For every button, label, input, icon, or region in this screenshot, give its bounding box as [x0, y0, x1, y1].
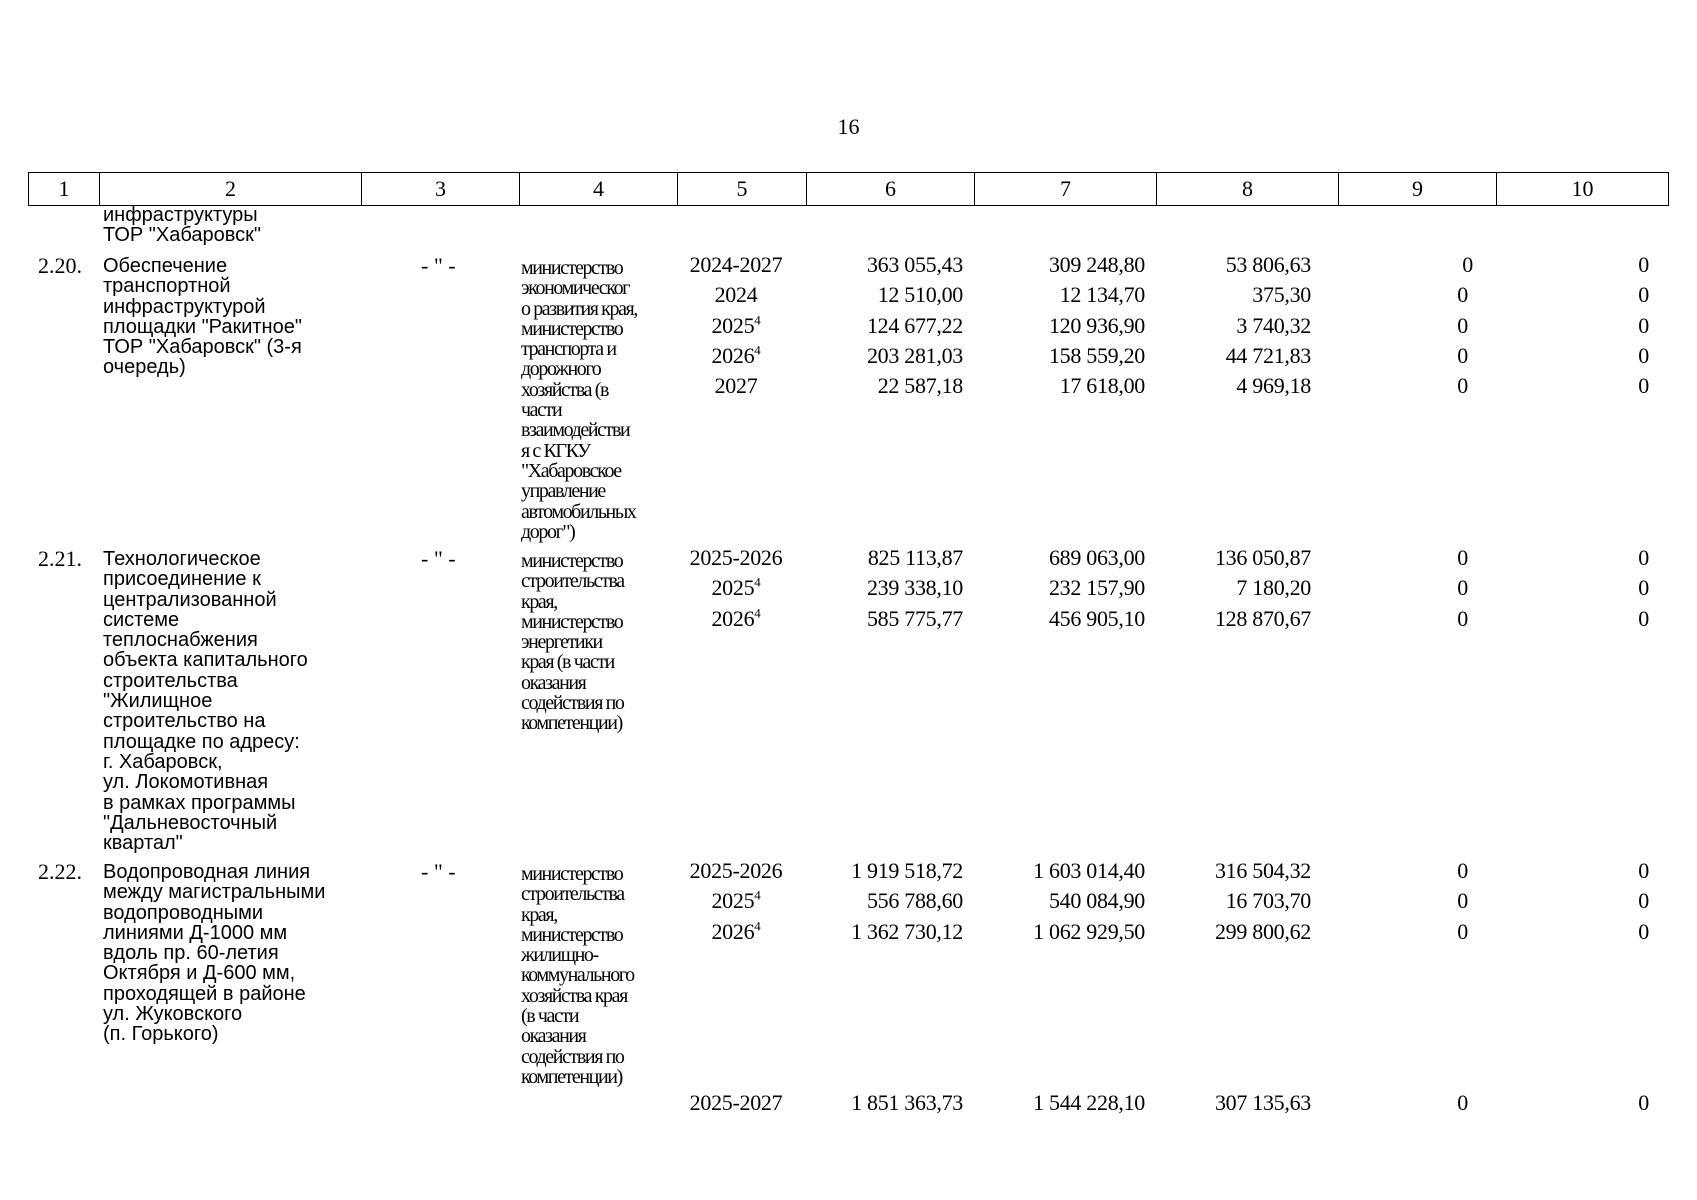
footnote-marker: 4 [754, 574, 761, 590]
header-col-3: 3 [361, 173, 519, 205]
row-number: 2.20. [38, 253, 82, 278]
year-cell [661, 858, 811, 884]
year-cell [661, 919, 811, 945]
value-c10: 0 [1638, 312, 1649, 338]
row-col3: - " - [421, 859, 456, 884]
row-responsible: министерство строительства края, министерство жилищно- коммунального хозяйства края (в части оказания содействия по компетенции) [521, 863, 634, 1088]
row-name: Водопроводная линия между магистральными водопроводными линиями Д-1000 мм вдоль пр. 60-летия Октября и Д-600 мм, проходящей в районе ул. Жуковского (п. Горького) [103, 861, 326, 1046]
value-c7: 17 618,00 [1059, 373, 1145, 399]
footnote-marker: 4 [754, 605, 761, 621]
year-value: 2025 [711, 575, 755, 601]
year-cell [661, 282, 811, 308]
value-c7: 689 063,00 [1048, 545, 1145, 570]
value-c8: 136 050,87 [1214, 545, 1311, 570]
row-name: Обеспечение транспортной инфраструктурой площадки "Ракитное" ТОР "Хабаровск" (3-я очередь) [103, 255, 302, 379]
value-c7: 1 544 228,10 [1033, 1090, 1145, 1115]
value-c9: 0 [1457, 545, 1468, 570]
row-number: 2.21. [38, 546, 82, 571]
value-c8: 316 504,32 [1214, 858, 1311, 883]
year-cell [661, 606, 811, 632]
header-col-8: 8 [1156, 173, 1338, 205]
value-c7: 12 134,70 [1059, 282, 1145, 308]
header-col-4: 4 [519, 173, 677, 205]
value-c9: 0 [1462, 252, 1473, 277]
page-number: 16 [837, 114, 860, 139]
value-c9: 0 [1457, 888, 1468, 914]
header-col-6: 6 [806, 173, 974, 205]
row-number: 2.22. [38, 859, 82, 884]
header-col-7: 7 [974, 173, 1156, 205]
value-c10: 0 [1638, 282, 1649, 308]
value-c8: 3 740,32 [1236, 312, 1311, 338]
year-cell [661, 545, 811, 571]
year-value: 2025 [711, 312, 755, 338]
value-c8: 307 135,63 [1214, 1090, 1311, 1115]
value-c7: 232 157,90 [1048, 575, 1145, 601]
value-c10: 0 [1638, 858, 1649, 883]
year-cell [661, 575, 811, 601]
row-name: Технологическое присоединение к централизованной системе теплоснабжения объекта капитального строительства "Жилищное строительство на площадке по адресу: г. Хабаровск, ул. Локомотивная в рамках программы "Дальневосточный квартал" [103, 548, 308, 855]
value-c6: 1 919 518,72 [851, 858, 963, 883]
value-c9: 0 [1457, 342, 1468, 368]
header-col-1: 1 [58, 176, 70, 201]
value-c10: 0 [1638, 545, 1649, 570]
value-c7: 309 248,80 [1048, 252, 1145, 277]
row-responsible: министерство экономическог о развития края, министерство транспорта и дорожного хозяйства (в части взаимодействи я с КГКУ "Хабаровское управление автомобильных дорог") [521, 257, 637, 543]
value-c10: 0 [1638, 918, 1649, 944]
table-header [28, 172, 1669, 206]
header-col-2: 2 [99, 173, 361, 205]
value-c9: 0 [1457, 575, 1468, 601]
value-c8: 44 721,83 [1225, 342, 1311, 368]
year-value: 2026 [711, 342, 755, 368]
value-c7: 158 559,20 [1048, 342, 1145, 368]
value-c6: 1 851 363,73 [851, 1090, 963, 1115]
value-c8: 4 969,18 [1236, 373, 1311, 399]
year-cell [661, 1090, 811, 1116]
year-cell [661, 313, 811, 339]
value-c6: 825 113,87 [867, 545, 963, 570]
year-value: 2026 [711, 918, 755, 944]
continuation-name: инфраструктуры ТОР "Хабаровск" [103, 204, 261, 247]
value-c6: 1 362 730,12 [851, 918, 963, 944]
value-c6: 22 587,18 [877, 373, 963, 399]
value-c9: 0 [1457, 858, 1468, 883]
value-c9: 0 [1457, 605, 1468, 631]
year-value: 2025-2027 [689, 1090, 783, 1115]
value-c6: 124 677,22 [866, 312, 963, 338]
value-c9: 0 [1457, 282, 1468, 308]
year-cell [661, 888, 811, 914]
year-value: 2024 [714, 282, 758, 308]
value-c10: 0 [1638, 252, 1649, 277]
value-c6: 363 055,43 [866, 252, 963, 277]
year-value: 2024-2027 [689, 252, 783, 277]
year-value: 2025-2026 [689, 858, 783, 883]
value-c7: 1 603 014,40 [1033, 858, 1145, 883]
value-c8: 16 703,70 [1225, 888, 1311, 914]
value-c8: 7 180,20 [1236, 575, 1311, 601]
value-c6: 203 281,03 [866, 342, 963, 368]
value-c7: 1 062 929,50 [1033, 918, 1145, 944]
footnote-marker: 4 [754, 312, 761, 328]
header-col-10: 10 [1496, 173, 1668, 205]
value-c9: 0 [1457, 312, 1468, 338]
value-c8: 128 870,67 [1214, 605, 1311, 631]
value-c8: 53 806,63 [1225, 252, 1311, 277]
header-col-9: 9 [1338, 173, 1496, 205]
footnote-marker: 4 [754, 918, 761, 934]
value-c8: 299 800,62 [1214, 918, 1311, 944]
year-value: 2025-2026 [689, 545, 783, 570]
row-col3: - " - [421, 546, 456, 571]
value-c7: 120 936,90 [1048, 312, 1145, 338]
value-c9: 0 [1457, 918, 1468, 944]
value-c7: 456 905,10 [1048, 605, 1145, 631]
value-c7: 540 084,90 [1048, 888, 1145, 914]
value-c10: 0 [1638, 373, 1649, 399]
value-c6: 12 510,00 [877, 282, 963, 308]
value-c10: 0 [1638, 605, 1649, 631]
value-c9: 0 [1457, 373, 1468, 399]
header-col-5: 5 [677, 173, 806, 205]
row-col3: - " - [421, 253, 456, 278]
year-cell [661, 343, 811, 369]
value-c10: 0 [1638, 575, 1649, 601]
row-responsible: министерство строительства края, министерство энергетики края (в части оказания содействия по компетенции) [521, 550, 624, 735]
value-c9: 0 [1457, 1090, 1468, 1115]
value-c6: 239 338,10 [866, 575, 963, 601]
year-value: 2027 [714, 373, 758, 399]
value-c8: 375,30 [1252, 282, 1311, 308]
value-c6: 585 775,77 [866, 605, 963, 631]
value-c10: 0 [1638, 888, 1649, 914]
value-c10: 0 [1638, 1090, 1649, 1115]
value-c10: 0 [1638, 342, 1649, 368]
year-value: 2025 [711, 888, 755, 914]
year-cell [661, 373, 811, 399]
value-c6: 556 788,60 [866, 888, 963, 914]
year-cell [661, 252, 811, 278]
year-value: 2026 [711, 605, 755, 631]
footnote-marker: 4 [754, 887, 761, 903]
footnote-marker: 4 [754, 342, 761, 358]
